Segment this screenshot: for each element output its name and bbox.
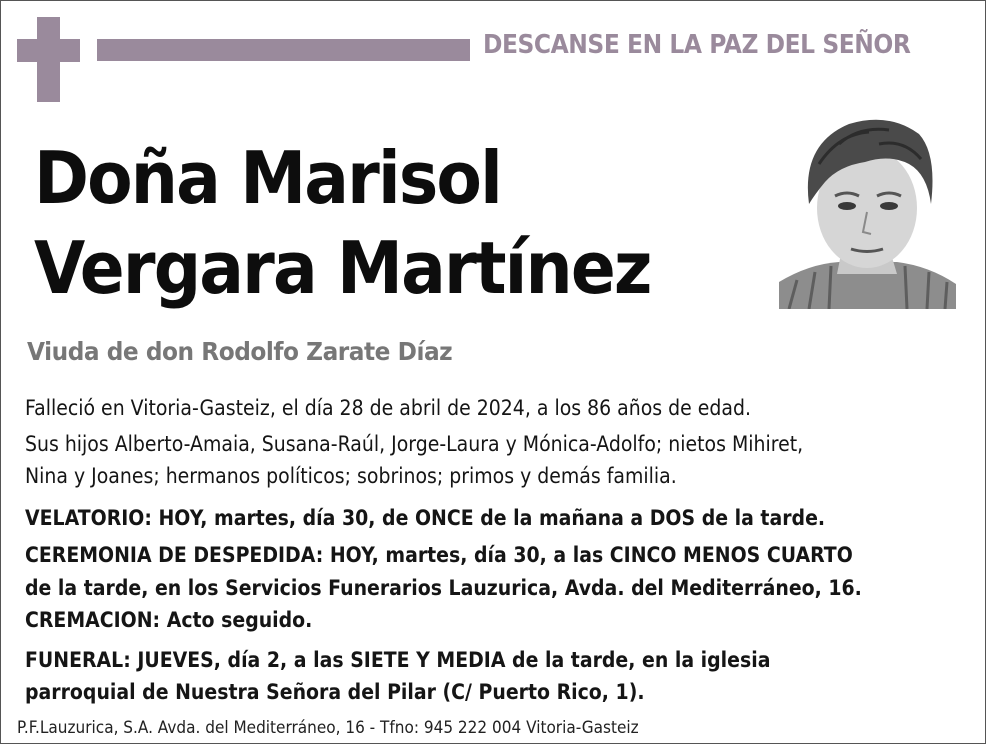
funeral-home-footer: P.F.Lauzurica, S.A. Avda. del Mediterráneo, 16 - Tfno: 945 222 004 Vitoria-Gasteiz [17, 718, 639, 738]
deceased-name [34, 133, 696, 313]
cremacion-line: CREMACION: Acto seguido. [25, 608, 313, 632]
family-line-1: Sus hijos Alberto-Amaia, Susana-Raúl, Jorge-Laura y Mónica-Adolfo; nietos Mihiret, [25, 432, 804, 456]
ceremonia-line-2: de la tarde, en los Servicios Funerarios Lauzurica, Avda. del Mediterráneo, 16. [25, 576, 862, 600]
funeral-line-2: parroquial de Nuestra Señora del Pilar (C/ Puerto Rico, 1). [25, 680, 645, 704]
widow-subtitle: Viuda de don Rodolfo Zarate Díaz [27, 337, 453, 366]
name-line-1: Doña Marisol [34, 136, 501, 220]
name-line-2: Vergara Martínez [34, 226, 651, 310]
velatorio-line: VELATORIO: HOY, martes, día 30, de ONCE de la mañana a DOS de la tarde. [25, 506, 826, 530]
family-line-2: Nina y Joanes; hermanos políticos; sobrinos; primos y demás familia. [25, 464, 677, 488]
funeral-line-1: FUNERAL: JUEVES, día 2, a las SIETE Y MEDIA de la tarde, en la iglesia [25, 648, 771, 672]
death-line: Falleció en Vitoria-Gasteiz, el día 28 de abril de 2024, a los 86 años de edad. [25, 396, 751, 420]
header-title: DESCANSE EN LA PAZ DEL SEÑOR [483, 30, 911, 60]
portrait-photo [779, 104, 956, 309]
ceremonia-line-1: CEREMONIA DE DESPEDIDA: HOY, martes, día 30, a las CINCO MENOS CUARTO [25, 543, 853, 567]
header-bar [97, 39, 470, 61]
